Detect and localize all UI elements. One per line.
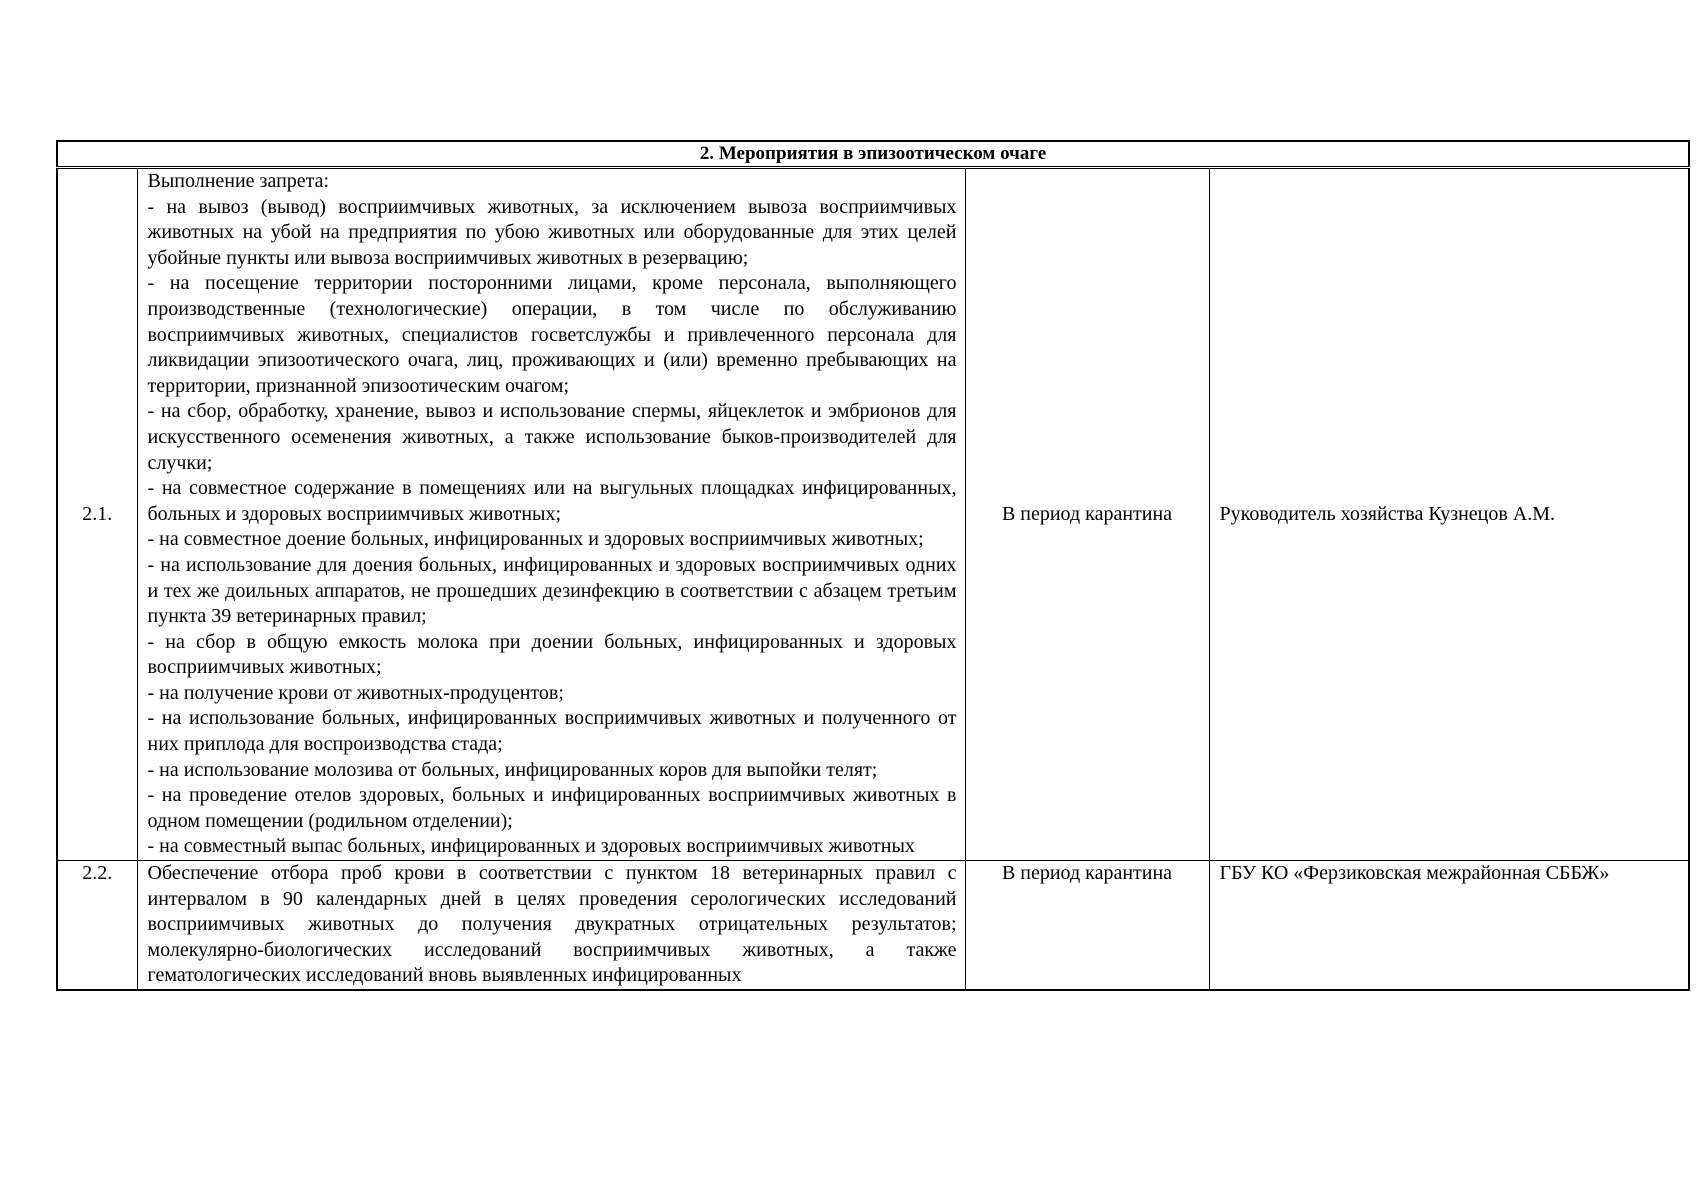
section-title: 2. Мероприятия в эпизоотическом очаге: [57, 141, 1689, 168]
description-line: - на использование молозива от больных, инфицированных коров для выпойки телят;: [147, 758, 878, 781]
row-description: [137, 168, 965, 861]
description-line: - на посещение территории посторонними лицами, кроме персонала, выполняющего производственные (технологические) операции, в том числе по обслуживанию восприимчивых животных, специалистов госветслужбы и привлеченного персонала для ликвидации эпизоотического очага, лиц, проживающих и (или) временно пребывающих на территории, признанной эпизоотическим очагом;: [147, 272, 957, 397]
row-description: [137, 861, 965, 990]
row-number: 2.2.: [57, 861, 137, 990]
row-responsible: ГБУ КО «Ферзиковская межрайонная СББЖ»: [1209, 861, 1689, 990]
table-row: [57, 168, 1689, 861]
description-line: - на вывоз (вывод) восприимчивых животных, за исключением вывоза восприимчивых животных на убой на предприятия по убою животных или оборудованные для этих целей убойные пункты или вывоза восприимчивых животных в резервацию;: [147, 195, 957, 269]
row-term: В период карантина: [965, 168, 1209, 861]
description-line: - на совместное доение больных, инфицированных и здоровых восприимчивых животных;: [147, 528, 924, 551]
description-line: - на совместное содержание в помещениях или на выгульных площадках инфицированных, больных и здоровых восприимчивых животных;: [147, 477, 957, 525]
measures-table: [56, 140, 1690, 991]
description-line: Выполнение запрета:: [147, 170, 330, 192]
description-line: - на сбор в общую емкость молока при доении больных, инфицированных и здоровых восприимчивых животных;: [147, 630, 957, 679]
description-line: - на использование для доения больных, инфицированных и здоровых восприимчивых одних и тех же доильных аппаратов, не прошедших дезинфекцию в соответствии с абзацем третьим пункта 39 ветеринарных правил;: [147, 553, 957, 628]
description-line: - на совместный выпас больных, инфицированных и здоровых восприимчивых животных: [147, 835, 915, 858]
row-number: 2.1.: [57, 168, 137, 861]
description-line: - на получение крови от животных-продуцентов;: [147, 681, 564, 704]
description-line: - на использование больных, инфицированных восприимчивых животных и полученного от них приплода для воспроизводства стада;: [147, 707, 957, 756]
description-line: - на проведение отелов здоровых, больных и инфицированных восприимчивых животных в одном помещении (родильном отделении);: [147, 784, 957, 832]
section-header-row: [57, 141, 1689, 168]
row-responsible: Руководитель хозяйства Кузнецов А.М.: [1209, 168, 1689, 861]
description-line: - на сбор, обработку, хранение, вывоз и использование спермы, яйцеклеток и эмбрионов для искусственного осеменения животных, а также использование быков-производителей для случки;: [147, 400, 957, 474]
row-term: В период карантина: [965, 861, 1209, 990]
table-row: [57, 861, 1689, 990]
description-line: Обеспечение отбора проб крови в соответствии с пунктом 18 ветеринарных правил с интервалом в 90 календарных дней в целях проведения серологических исследований восприимчивых животных до получения двукратных отрицательных результатов; молекулярно-биологических исследований восприимчивых животных, а также гематологических исследований вновь выявленных инфицированных: [147, 862, 957, 987]
